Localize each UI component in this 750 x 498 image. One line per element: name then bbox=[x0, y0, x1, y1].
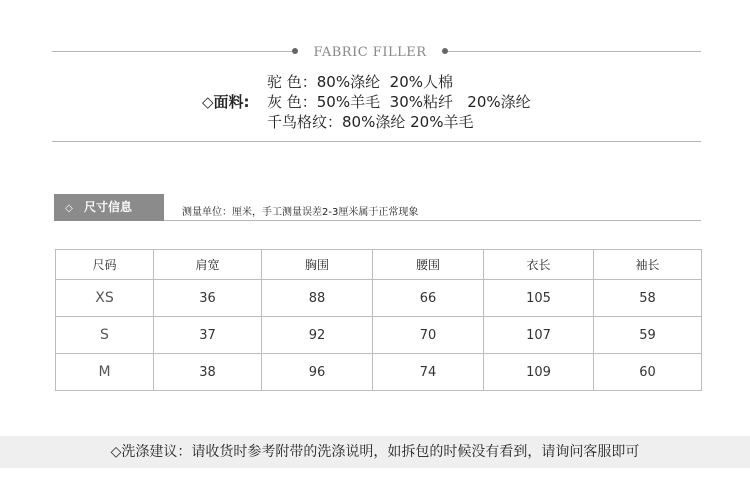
column-header-waist: 腰围 bbox=[373, 250, 484, 280]
table-cell: 38 bbox=[154, 354, 262, 391]
table-cell: 59 bbox=[594, 317, 702, 354]
column-header-size: 尺码 bbox=[56, 250, 154, 280]
table-cell: 70 bbox=[373, 317, 484, 354]
top-divider-dot-left bbox=[292, 48, 298, 54]
top-divider-left bbox=[52, 51, 292, 52]
table-cell: 109 bbox=[484, 354, 594, 391]
table-cell: 58 bbox=[594, 280, 702, 317]
size-header-underline bbox=[164, 220, 701, 221]
fabric-line-houndstooth: 千鸟格纹：80%涤纶 20%羊毛 bbox=[267, 113, 474, 131]
fabric-composition bbox=[0, 68, 750, 134]
fabric-line-grey: 灰 色：50%羊毛 30%粘纤 20%涤纶 bbox=[267, 93, 531, 111]
table-cell: 107 bbox=[484, 317, 594, 354]
fabric-heading: FABRIC FILLER bbox=[313, 45, 427, 60]
table-row bbox=[56, 280, 702, 317]
table-cell: 96 bbox=[262, 354, 373, 391]
measurement-note: 测量单位：厘米，手工测量误差2-3厘米属于正常现象 bbox=[182, 207, 419, 218]
table-cell: 60 bbox=[594, 354, 702, 391]
table-cell: 74 bbox=[373, 354, 484, 391]
table-cell: M bbox=[56, 354, 154, 391]
table-cell: 88 bbox=[262, 280, 373, 317]
table-cell: 92 bbox=[262, 317, 373, 354]
column-header-sleeve: 袖长 bbox=[594, 250, 702, 280]
fabric-bottom-divider bbox=[52, 141, 701, 142]
table-header-row bbox=[56, 250, 702, 280]
column-header-chest: 胸围 bbox=[262, 250, 373, 280]
table-cell: S bbox=[56, 317, 154, 354]
table-cell: 37 bbox=[154, 317, 262, 354]
table-row bbox=[56, 317, 702, 354]
size-info-header bbox=[54, 194, 164, 221]
top-divider-right bbox=[448, 51, 701, 52]
fabric-label: ◇面料: bbox=[202, 93, 250, 111]
column-header-shoulder: 肩宽 bbox=[154, 250, 262, 280]
table-cell: 36 bbox=[154, 280, 262, 317]
table-row bbox=[56, 354, 702, 391]
size-table bbox=[55, 249, 702, 391]
table-cell: XS bbox=[56, 280, 154, 317]
table-cell: 66 bbox=[373, 280, 484, 317]
fabric-line-camel: 驼 色：80%涤纶 20%人棉 bbox=[267, 73, 453, 91]
diamond-icon: ◇ bbox=[65, 203, 73, 214]
column-header-length: 衣长 bbox=[484, 250, 594, 280]
table-cell: 105 bbox=[484, 280, 594, 317]
size-info-title: 尺寸信息 bbox=[84, 200, 133, 214]
washing-advice: ◇洗涤建议：请收货时参考附带的洗涤说明，如拆包的时候没有看到，请询问客服即可 bbox=[0, 436, 750, 468]
